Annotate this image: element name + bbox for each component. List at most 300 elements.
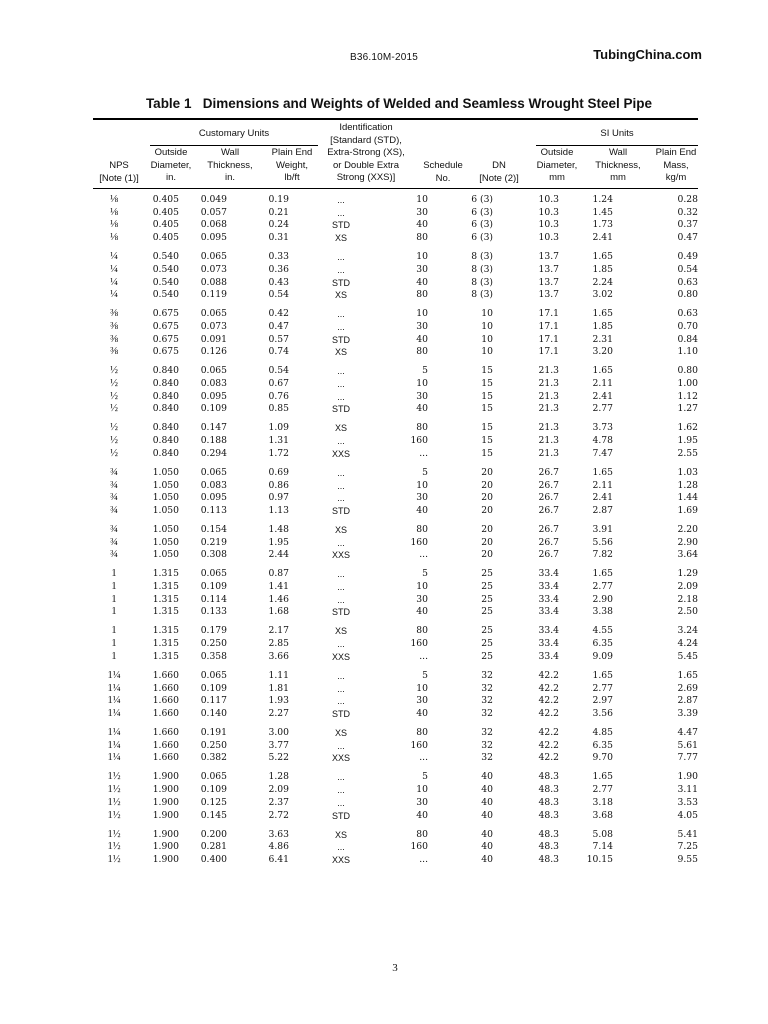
cell-weight-lbft: 0.43 xyxy=(268,276,289,288)
cell-schedule: 30 xyxy=(416,695,428,707)
cell-mass-kgm: 1.65 xyxy=(677,669,698,681)
cell-wall-in: 0.154 xyxy=(200,523,227,535)
cell-dn: 8 (3) xyxy=(471,251,493,263)
cell-identification: XS xyxy=(334,626,347,637)
cell-wall-in: 0.088 xyxy=(200,276,227,288)
table-title: Table 1 Dimensions and Weights of Welded and Seamless Wrought Steel Pipe xyxy=(145,96,653,111)
cell-nps: 1 xyxy=(111,568,117,580)
cell-od-in: 1.315 xyxy=(152,568,179,580)
table-row xyxy=(93,708,698,721)
cell-weight-lbft: 2.85 xyxy=(268,638,289,650)
cell-dn: 20 xyxy=(481,549,493,561)
cell-od-mm: 10.3 xyxy=(538,194,559,205)
cell-mass-kgm: 1.12 xyxy=(677,390,698,402)
cell-wall-mm: 1.65 xyxy=(592,365,613,377)
table-row xyxy=(93,308,698,321)
cell-schedule: 30 xyxy=(416,492,428,504)
cell-schedule: 30 xyxy=(416,263,428,275)
cell-weight-lbft: 5.22 xyxy=(268,752,289,764)
cell-schedule: 160 xyxy=(410,739,428,751)
cell-wall-mm: 1.65 xyxy=(592,251,613,263)
cell-dn: 15 xyxy=(481,378,493,390)
table-row xyxy=(93,549,698,562)
cell-od-in: 1.660 xyxy=(152,752,179,764)
cell-schedule: 80 xyxy=(416,232,428,244)
cell-od-in: 1.050 xyxy=(152,523,179,535)
cell-schedule: 30 xyxy=(416,320,428,332)
cell-mass-kgm: 0.54 xyxy=(677,263,698,275)
cell-od-in: 1.900 xyxy=(152,784,179,796)
cell-wall-mm: 1.65 xyxy=(592,568,613,580)
cell-nps: 1 xyxy=(111,638,117,650)
cell-schedule: 40 xyxy=(416,333,428,345)
cell-nps: 1 xyxy=(111,593,117,605)
col-header-nps xyxy=(93,160,145,185)
col-header-od-in xyxy=(145,147,197,185)
table-row xyxy=(93,505,698,518)
cell-identification: ... xyxy=(337,842,345,853)
cell-schedule: 10 xyxy=(416,251,428,263)
cell-weight-lbft: 0.21 xyxy=(268,206,289,218)
cell-wall-mm: 2.77 xyxy=(592,682,613,694)
cell-mass-kgm: 2.20 xyxy=(677,523,698,535)
cell-mass-kgm: 2.90 xyxy=(677,536,698,548)
cell-mass-kgm: 0.28 xyxy=(677,194,698,205)
cell-od-mm: 42.2 xyxy=(538,707,559,719)
pipe-dimensions-table xyxy=(93,194,698,867)
col-header-line: Schedule xyxy=(423,160,463,171)
cell-wall-mm: 1.65 xyxy=(592,466,613,478)
cell-od-in: 1.660 xyxy=(152,682,179,694)
cell-mass-kgm: 1.90 xyxy=(677,771,698,783)
cell-dn: 25 xyxy=(481,638,493,650)
cell-od-mm: 48.3 xyxy=(538,828,559,840)
cell-schedule: 10 xyxy=(416,581,428,593)
cell-od-in: 0.840 xyxy=(152,403,179,415)
cell-dn: 10 xyxy=(481,320,493,332)
cell-nps: 1 xyxy=(111,606,117,618)
col-header-line: [Note (2)] xyxy=(479,172,519,184)
cell-weight-lbft: 1.93 xyxy=(268,695,289,707)
cell-schedule: ... xyxy=(419,447,428,459)
cell-weight-lbft: 3.66 xyxy=(268,650,289,662)
cell-schedule: ... xyxy=(419,752,428,764)
cell-dn: 40 xyxy=(481,796,493,808)
cell-nps: 1½ xyxy=(107,841,121,853)
table-row xyxy=(93,321,698,334)
cell-od-mm: 17.1 xyxy=(538,320,559,332)
cell-dn: 15 xyxy=(481,365,493,377)
cell-od-mm: 33.4 xyxy=(538,650,559,662)
cell-weight-lbft: 0.69 xyxy=(268,466,289,478)
cell-od-in: 1.050 xyxy=(152,492,179,504)
cell-od-in: 0.675 xyxy=(152,308,179,320)
cell-dn: 40 xyxy=(481,841,493,853)
col-header-line: [Standard (STD), xyxy=(330,134,402,146)
table-row xyxy=(93,422,698,435)
cell-identification: ... xyxy=(337,594,345,605)
cell-identification: XS xyxy=(334,423,347,434)
cell-dn: 25 xyxy=(481,593,493,605)
cell-od-mm: 42.2 xyxy=(538,695,559,707)
cell-od-mm: 48.3 xyxy=(538,771,559,783)
cell-weight-lbft: 1.46 xyxy=(268,593,289,605)
cell-mass-kgm: 0.63 xyxy=(677,276,698,288)
cell-od-mm: 21.3 xyxy=(538,435,559,447)
cell-wall-mm: 3.91 xyxy=(592,523,613,535)
cell-wall-in: 0.219 xyxy=(200,536,227,548)
table-row xyxy=(93,480,698,493)
cell-wall-mm: 7.47 xyxy=(592,447,613,459)
col-header-line: No. xyxy=(435,172,451,184)
cell-wall-in: 0.400 xyxy=(200,853,227,865)
cell-dn: 8 (3) xyxy=(471,276,493,288)
cell-dn: 10 xyxy=(481,308,493,320)
cell-od-mm: 13.7 xyxy=(538,263,559,275)
cell-dn: 32 xyxy=(481,726,493,738)
cell-wall-mm: 9.70 xyxy=(592,752,613,764)
cell-identification: ... xyxy=(337,321,345,332)
cell-wall-in: 0.250 xyxy=(200,638,227,650)
cell-schedule: 10 xyxy=(416,378,428,390)
cell-od-mm: 13.7 xyxy=(538,276,559,288)
table-row xyxy=(93,727,698,740)
cell-weight-lbft: 3.77 xyxy=(268,739,289,751)
cell-wall-in: 0.057 xyxy=(200,206,227,218)
cell-mass-kgm: 0.80 xyxy=(677,365,698,377)
cell-mass-kgm: 2.18 xyxy=(677,593,698,605)
cell-weight-lbft: 1.13 xyxy=(268,504,289,516)
cell-wall-mm: 4.85 xyxy=(592,726,613,738)
cell-od-in: 0.840 xyxy=(152,365,179,377)
cell-identification: ... xyxy=(337,493,345,504)
cell-wall-in: 0.095 xyxy=(200,492,227,504)
cell-weight-lbft: 2.72 xyxy=(268,809,289,821)
cell-dn: 15 xyxy=(481,435,493,447)
table-row xyxy=(93,378,698,391)
cell-wall-mm: 10.15 xyxy=(586,853,613,865)
cell-od-mm: 48.3 xyxy=(538,796,559,808)
cell-wall-mm: 1.73 xyxy=(592,219,613,231)
cell-nps: 1½ xyxy=(107,771,121,783)
table-row xyxy=(93,194,698,207)
cell-wall-in: 0.308 xyxy=(200,549,227,561)
cell-identification: XS xyxy=(334,233,347,244)
cell-weight-lbft: 2.17 xyxy=(268,625,289,637)
col-header-line: Plain End xyxy=(271,147,313,158)
cell-weight-lbft: 0.97 xyxy=(268,492,289,504)
cell-mass-kgm: 0.49 xyxy=(677,251,698,263)
cell-wall-in: 0.095 xyxy=(200,232,227,244)
cell-weight-lbft: 0.54 xyxy=(268,289,289,301)
cell-od-mm: 33.4 xyxy=(538,568,559,580)
col-header-line: Thickness, xyxy=(207,159,253,171)
table-row xyxy=(93,251,698,264)
cell-mass-kgm: 4.05 xyxy=(677,809,698,821)
cell-identification: STD xyxy=(332,810,350,821)
table-row xyxy=(93,365,698,378)
cell-schedule: 160 xyxy=(410,435,428,447)
cell-schedule: 10 xyxy=(416,479,428,491)
cell-schedule: 160 xyxy=(410,536,428,548)
cell-dn: 15 xyxy=(481,403,493,415)
cell-wall-mm: 7.82 xyxy=(592,549,613,561)
cell-weight-lbft: 0.36 xyxy=(268,263,289,275)
cell-wall-mm: 2.41 xyxy=(592,390,613,402)
cell-weight-lbft: 1.28 xyxy=(268,771,289,783)
cell-identification: ... xyxy=(337,740,345,751)
cell-nps: ½ xyxy=(110,390,118,402)
cell-identification: STD xyxy=(332,277,350,288)
cell-nps: 1½ xyxy=(107,809,121,821)
cell-od-in: 1.315 xyxy=(152,650,179,662)
cell-weight-lbft: 0.74 xyxy=(268,346,289,358)
cell-wall-mm: 9.09 xyxy=(592,650,613,662)
cell-schedule: 40 xyxy=(416,707,428,719)
cell-od-mm: 33.4 xyxy=(538,625,559,637)
cell-mass-kgm: 3.64 xyxy=(677,549,698,561)
table-row xyxy=(93,537,698,550)
col-header-line: lb/ft xyxy=(284,172,300,183)
cell-wall-mm: 1.85 xyxy=(592,320,613,332)
cell-wall-in: 0.065 xyxy=(200,365,227,377)
cell-od-mm: 10.3 xyxy=(538,219,559,231)
cell-wall-mm: 6.35 xyxy=(592,739,613,751)
table-row xyxy=(93,403,698,416)
group-rule-customary xyxy=(150,145,318,146)
cell-wall-in: 0.191 xyxy=(200,726,227,738)
cell-mass-kgm: 3.39 xyxy=(677,707,698,719)
cell-wall-in: 0.119 xyxy=(200,289,227,301)
cell-od-in: 1.315 xyxy=(152,606,179,618)
cell-schedule: 80 xyxy=(416,726,428,738)
cell-nps: 1½ xyxy=(107,796,121,808)
cell-nps: ¼ xyxy=(110,251,118,263)
cell-weight-lbft: 1.48 xyxy=(268,523,289,535)
cell-wall-mm: 4.78 xyxy=(592,435,613,447)
cell-mass-kgm: 5.45 xyxy=(677,650,698,662)
cell-wall-mm: 1.65 xyxy=(592,771,613,783)
cell-od-in: 0.840 xyxy=(152,422,179,434)
col-header-line: in. xyxy=(224,172,236,183)
cell-identification: XXS xyxy=(331,550,350,561)
cell-dn: 15 xyxy=(481,447,493,459)
cell-od-in: 1.900 xyxy=(152,796,179,808)
col-header-identification xyxy=(322,122,410,185)
cell-wall-in: 0.358 xyxy=(200,650,227,662)
cell-od-in: 0.405 xyxy=(152,194,179,205)
cell-wall-in: 0.109 xyxy=(200,784,227,796)
cell-wall-mm: 2.87 xyxy=(592,504,613,516)
cell-nps: ¾ xyxy=(110,536,118,548)
col-header-line: kg/m xyxy=(665,172,687,183)
cell-mass-kgm: 1.27 xyxy=(677,403,698,415)
cell-nps: ⅜ xyxy=(110,308,118,320)
cell-od-in: 0.675 xyxy=(152,320,179,332)
cell-schedule: 40 xyxy=(416,276,428,288)
cell-nps: ⅛ xyxy=(110,194,118,205)
cell-dn: 25 xyxy=(481,625,493,637)
cell-weight-lbft: 6.41 xyxy=(268,853,289,865)
cell-wall-in: 0.179 xyxy=(200,625,227,637)
group-header-customary: Customary Units xyxy=(198,128,270,139)
cell-dn: 40 xyxy=(481,809,493,821)
cell-od-mm: 48.3 xyxy=(538,809,559,821)
cell-od-mm: 26.7 xyxy=(538,549,559,561)
cell-wall-in: 0.109 xyxy=(200,581,227,593)
col-header-line: in. xyxy=(165,172,177,183)
cell-od-in: 1.050 xyxy=(152,504,179,516)
cell-weight-lbft: 0.42 xyxy=(268,308,289,320)
cell-identification: STD xyxy=(332,404,350,415)
cell-identification: STD xyxy=(332,334,350,345)
cell-nps: 1½ xyxy=(107,784,121,796)
cell-nps: 1¼ xyxy=(107,695,121,707)
cell-schedule: 80 xyxy=(416,828,428,840)
cell-identification: STD xyxy=(332,505,350,516)
cell-nps: ⅜ xyxy=(110,333,118,345)
cell-wall-in: 0.083 xyxy=(200,479,227,491)
cell-schedule: 160 xyxy=(410,841,428,853)
table-row xyxy=(93,581,698,594)
cell-schedule: 40 xyxy=(416,809,428,821)
table-row xyxy=(93,277,698,290)
col-header-dn xyxy=(472,160,526,185)
cell-dn: 10 xyxy=(481,333,493,345)
cell-schedule: 40 xyxy=(416,403,428,415)
cell-identification: STD xyxy=(332,220,350,231)
cell-od-mm: 21.3 xyxy=(538,422,559,434)
cell-wall-mm: 1.45 xyxy=(592,206,613,218)
table-row xyxy=(93,232,698,245)
cell-dn: 6 (3) xyxy=(471,194,493,205)
cell-wall-mm: 1.65 xyxy=(592,308,613,320)
table-row xyxy=(93,670,698,683)
cell-weight-lbft: 0.86 xyxy=(268,479,289,491)
cell-weight-lbft: 0.24 xyxy=(268,219,289,231)
cell-weight-lbft: 0.76 xyxy=(268,390,289,402)
cell-dn: 40 xyxy=(481,771,493,783)
cell-identification: ... xyxy=(337,785,345,796)
cell-dn: 20 xyxy=(481,504,493,516)
cell-schedule: 40 xyxy=(416,504,428,516)
cell-nps: ⅛ xyxy=(110,219,118,231)
table-row xyxy=(93,467,698,480)
cell-weight-lbft: 2.09 xyxy=(268,784,289,796)
cell-od-in: 1.050 xyxy=(152,536,179,548)
col-header-line: Mass, xyxy=(663,159,689,171)
cell-nps: 1¼ xyxy=(107,726,121,738)
cell-wall-in: 0.117 xyxy=(200,695,227,707)
cell-od-in: 0.840 xyxy=(152,435,179,447)
cell-wall-mm: 6.35 xyxy=(592,638,613,650)
cell-nps: ½ xyxy=(110,422,118,434)
col-header-od-mm xyxy=(532,147,582,185)
cell-wall-in: 0.133 xyxy=(200,606,227,618)
table-row xyxy=(93,391,698,404)
cell-od-in: 0.540 xyxy=(152,263,179,275)
cell-weight-lbft: 1.81 xyxy=(268,682,289,694)
cell-od-in: 1.660 xyxy=(152,739,179,751)
col-header-line: Outside xyxy=(154,147,188,158)
cell-mass-kgm: 3.53 xyxy=(677,796,698,808)
cell-wall-mm: 3.18 xyxy=(592,796,613,808)
col-header-schedule xyxy=(416,160,470,185)
cell-od-in: 1.900 xyxy=(152,809,179,821)
cell-schedule: 5 xyxy=(422,365,428,377)
cell-nps: 1 xyxy=(111,625,117,637)
cell-wall-in: 0.068 xyxy=(200,219,227,231)
cell-weight-lbft: 3.00 xyxy=(268,726,289,738)
cell-wall-mm: 2.77 xyxy=(592,581,613,593)
cell-wall-in: 0.095 xyxy=(200,390,227,402)
cell-od-in: 1.315 xyxy=(152,593,179,605)
table-row xyxy=(93,346,698,359)
cell-identification: ... xyxy=(337,683,345,694)
cell-wall-mm: 2.77 xyxy=(592,403,613,415)
table-row xyxy=(93,771,698,784)
cell-wall-mm: 1.24 xyxy=(592,194,613,205)
cell-wall-in: 0.200 xyxy=(200,828,227,840)
table-row xyxy=(93,854,698,867)
cell-od-in: 1.660 xyxy=(152,669,179,681)
cell-mass-kgm: 0.80 xyxy=(677,289,698,301)
col-header-line: Wall xyxy=(220,147,240,158)
cell-dn: 32 xyxy=(481,669,493,681)
cell-schedule: 30 xyxy=(416,796,428,808)
cell-wall-in: 0.250 xyxy=(200,739,227,751)
cell-wall-mm: 4.55 xyxy=(592,625,613,637)
table-row xyxy=(93,334,698,347)
cell-od-in: 1.050 xyxy=(152,479,179,491)
table-row xyxy=(93,695,698,708)
cell-dn: 25 xyxy=(481,606,493,618)
cell-schedule: ... xyxy=(419,853,428,865)
cell-od-mm: 26.7 xyxy=(538,504,559,516)
cell-dn: 32 xyxy=(481,707,493,719)
cell-od-mm: 26.7 xyxy=(538,466,559,478)
cell-nps: ½ xyxy=(110,403,118,415)
cell-identification: XS xyxy=(334,727,347,738)
cell-nps: ½ xyxy=(110,378,118,390)
cell-nps: 1¼ xyxy=(107,669,121,681)
cell-weight-lbft: 1.09 xyxy=(268,422,289,434)
cell-mass-kgm: 1.00 xyxy=(677,378,698,390)
cell-nps: ½ xyxy=(110,365,118,377)
cell-wall-in: 0.065 xyxy=(200,466,227,478)
cell-dn: 8 (3) xyxy=(471,263,493,275)
cell-od-in: 1.315 xyxy=(152,581,179,593)
cell-dn: 25 xyxy=(481,650,493,662)
cell-wall-in: 0.188 xyxy=(200,435,227,447)
cell-nps: 1¼ xyxy=(107,682,121,694)
cell-schedule: 160 xyxy=(410,638,428,650)
cell-od-mm: 26.7 xyxy=(538,523,559,535)
cell-weight-lbft: 2.37 xyxy=(268,796,289,808)
table-row xyxy=(93,492,698,505)
col-header-line: Extra-Strong (XS), xyxy=(327,147,405,158)
cell-identification: STD xyxy=(332,607,350,618)
cell-wall-mm: 3.38 xyxy=(592,606,613,618)
cell-wall-in: 0.065 xyxy=(200,568,227,580)
cell-mass-kgm: 7.25 xyxy=(677,841,698,853)
cell-identification: ... xyxy=(337,391,345,402)
cell-dn: 20 xyxy=(481,492,493,504)
cell-identification: ... xyxy=(337,207,345,218)
cell-od-mm: 42.2 xyxy=(538,752,559,764)
cell-wall-mm: 7.14 xyxy=(592,841,613,853)
cell-dn: 15 xyxy=(481,390,493,402)
